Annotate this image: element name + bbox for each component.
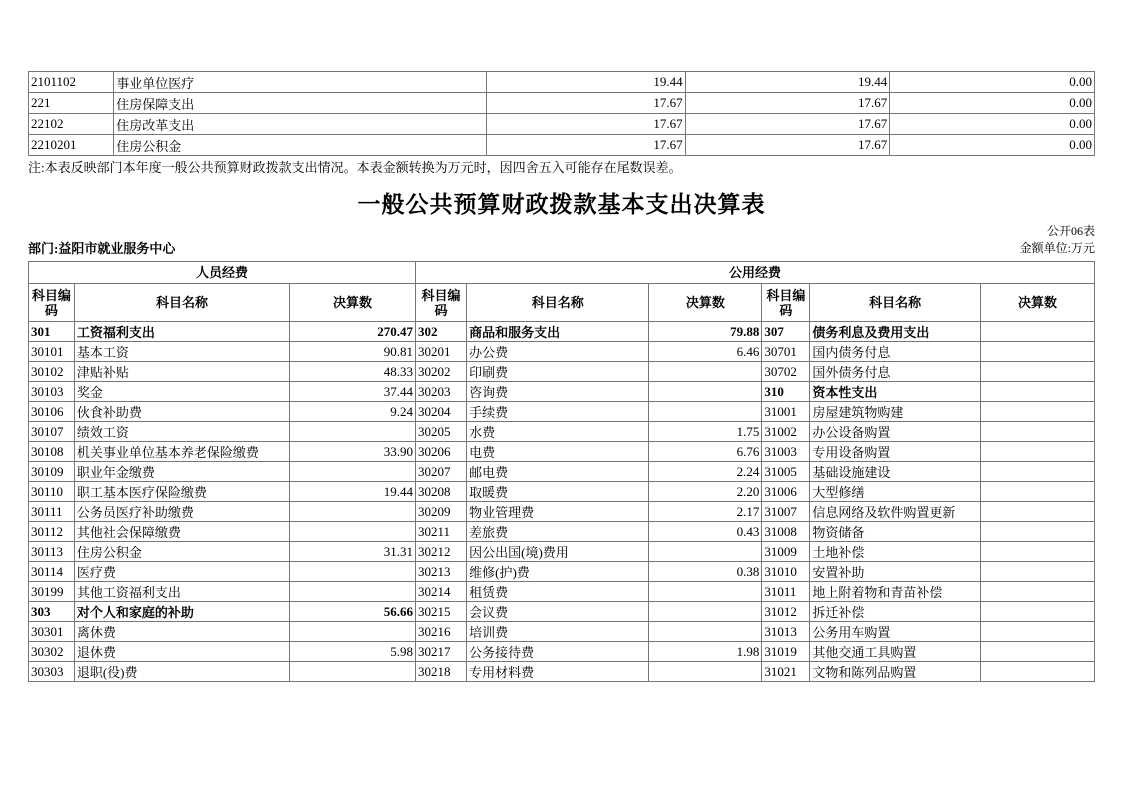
col-header-subject-code: 科目编码 bbox=[29, 284, 75, 322]
subject-name-cell: 因公出国(境)费用 bbox=[467, 542, 649, 562]
amount-cell bbox=[290, 662, 416, 682]
subject-name-cell: 印刷费 bbox=[467, 362, 649, 382]
subject-name-cell: 其他交通工具购置 bbox=[810, 642, 981, 662]
subject-name-cell: 住房公积金 bbox=[74, 542, 289, 562]
subject-code-cell: 30108 bbox=[29, 442, 75, 462]
amount-cell: 2.24 bbox=[649, 462, 762, 482]
page-title: 一般公共预算财政拨款基本支出决算表 bbox=[357, 192, 766, 217]
amount-cell: 0.00 bbox=[890, 72, 1095, 93]
subject-code-cell: 31005 bbox=[762, 462, 810, 482]
amount-cell: 0.43 bbox=[649, 522, 762, 542]
amount-cell bbox=[290, 582, 416, 602]
amount-cell: 17.67 bbox=[685, 93, 890, 114]
table-row bbox=[29, 602, 1095, 622]
amount-cell bbox=[980, 602, 1094, 622]
amount-cell: 6.76 bbox=[649, 442, 762, 462]
basic-expenditure-table bbox=[28, 261, 1095, 682]
amount-cell bbox=[980, 542, 1094, 562]
amount-cell bbox=[290, 522, 416, 542]
subject-code-cell: 30218 bbox=[415, 662, 466, 682]
subject-name-cell: 会议费 bbox=[467, 602, 649, 622]
col-header-subject-name: 科目名称 bbox=[467, 284, 649, 322]
subject-name-cell: 公务接待费 bbox=[467, 642, 649, 662]
amount-cell bbox=[980, 382, 1094, 402]
table-row bbox=[29, 382, 1095, 402]
previous-table-body bbox=[29, 72, 1095, 156]
amount-cell bbox=[649, 542, 762, 562]
subject-code-cell: 30702 bbox=[762, 362, 810, 382]
subject-code-cell: 30109 bbox=[29, 462, 75, 482]
subject-name-cell: 公务员医疗补助缴费 bbox=[74, 502, 289, 522]
amount-cell: 1.98 bbox=[649, 642, 762, 662]
amount-cell bbox=[980, 622, 1094, 642]
amount-cell: 17.67 bbox=[487, 114, 685, 135]
subject-name-cell: 差旅费 bbox=[467, 522, 649, 542]
subject-code-cell: 30103 bbox=[29, 382, 75, 402]
subject-name-cell: 机关事业单位基本养老保险缴费 bbox=[74, 442, 289, 462]
subject-name-cell: 津贴补贴 bbox=[74, 362, 289, 382]
group-header-row bbox=[29, 262, 1095, 284]
subject-name-cell: 专用设备购置 bbox=[810, 442, 981, 462]
subject-code-cell: 30301 bbox=[29, 622, 75, 642]
subject-name-cell: 安置补助 bbox=[810, 562, 981, 582]
table-row bbox=[29, 642, 1095, 662]
subject-code-cell: 30216 bbox=[415, 622, 466, 642]
amount-cell: 17.67 bbox=[685, 135, 890, 156]
subject-name-cell: 租赁费 bbox=[467, 582, 649, 602]
subject-name-cell: 医疗费 bbox=[74, 562, 289, 582]
subject-code-cell: 31013 bbox=[762, 622, 810, 642]
subject-name-cell: 水费 bbox=[467, 422, 649, 442]
subject-name-cell: 物资储备 bbox=[810, 522, 981, 542]
subject-code-cell: 30214 bbox=[415, 582, 466, 602]
amount-cell: 56.66 bbox=[290, 602, 416, 622]
subject-name-cell: 退休费 bbox=[74, 642, 289, 662]
subject-name-cell: 职业年金缴费 bbox=[74, 462, 289, 482]
subject-name-cell: 住房改革支出 bbox=[114, 114, 487, 135]
amount-cell bbox=[290, 462, 416, 482]
amount-cell: 6.46 bbox=[649, 342, 762, 362]
table-row bbox=[29, 135, 1095, 156]
subject-code-cell: 30205 bbox=[415, 422, 466, 442]
subject-name-cell: 离休费 bbox=[74, 622, 289, 642]
subject-code-cell: 30215 bbox=[415, 602, 466, 622]
subject-name-cell: 咨询费 bbox=[467, 382, 649, 402]
meta-right bbox=[1020, 223, 1095, 257]
subject-name-cell: 手续费 bbox=[467, 402, 649, 422]
amount-cell: 31.31 bbox=[290, 542, 416, 562]
subject-code-cell: 30202 bbox=[415, 362, 466, 382]
amount-cell bbox=[649, 662, 762, 682]
subject-code-cell: 30206 bbox=[415, 442, 466, 462]
amount-cell: 17.67 bbox=[685, 114, 890, 135]
amount-cell bbox=[980, 522, 1094, 542]
amount-cell: 2.17 bbox=[649, 502, 762, 522]
subject-code-cell: 30114 bbox=[29, 562, 75, 582]
amount-cell bbox=[649, 582, 762, 602]
subject-name-cell: 国内债务付息 bbox=[810, 342, 981, 362]
subject-code-cell: 30110 bbox=[29, 482, 75, 502]
subject-code-cell: 31009 bbox=[762, 542, 810, 562]
col-header-subject-name: 科目名称 bbox=[810, 284, 981, 322]
amount-cell: 1.75 bbox=[649, 422, 762, 442]
subject-code-cell: 31007 bbox=[762, 502, 810, 522]
table-row bbox=[29, 72, 1095, 93]
amount-cell bbox=[290, 562, 416, 582]
subject-code-cell: 30199 bbox=[29, 582, 75, 602]
subject-name-cell: 专用材料费 bbox=[467, 662, 649, 682]
subject-code-cell: 31002 bbox=[762, 422, 810, 442]
amount-cell bbox=[649, 362, 762, 382]
table-row bbox=[29, 114, 1095, 135]
subject-code-cell: 30204 bbox=[415, 402, 466, 422]
subject-code-cell: 30213 bbox=[415, 562, 466, 582]
amount-cell bbox=[980, 582, 1094, 602]
subject-code-cell: 302 bbox=[415, 322, 466, 342]
subject-code-cell: 30303 bbox=[29, 662, 75, 682]
amount-cell bbox=[980, 482, 1094, 502]
department-label: 部门:益阳市就业服务中心 bbox=[28, 241, 176, 256]
subject-code-cell: 310 bbox=[762, 382, 810, 402]
amount-cell bbox=[980, 322, 1094, 342]
subject-name-cell: 办公设备购置 bbox=[810, 422, 981, 442]
table-row bbox=[29, 522, 1095, 542]
table-row bbox=[29, 322, 1095, 342]
subject-code-cell: 31003 bbox=[762, 442, 810, 462]
subject-code-cell: 30201 bbox=[415, 342, 466, 362]
subject-name-cell: 办公费 bbox=[467, 342, 649, 362]
amount-cell: 19.44 bbox=[685, 72, 890, 93]
amount-cell bbox=[290, 422, 416, 442]
subject-name-cell: 公务用车购置 bbox=[810, 622, 981, 642]
amount-cell: 9.24 bbox=[290, 402, 416, 422]
subject-name-cell: 其他社会保障缴费 bbox=[74, 522, 289, 542]
amount-cell bbox=[980, 462, 1094, 482]
subject-name-cell: 电费 bbox=[467, 442, 649, 462]
subject-code-cell: 30112 bbox=[29, 522, 75, 542]
table-row bbox=[29, 622, 1095, 642]
amount-cell: 90.81 bbox=[290, 342, 416, 362]
table-row bbox=[29, 422, 1095, 442]
table-number: 公开06表 bbox=[1046, 224, 1095, 238]
group-header-personnel: 人员经费 bbox=[29, 262, 416, 284]
subject-name-cell: 拆迁补偿 bbox=[810, 602, 981, 622]
subject-name-cell: 房屋建筑物购建 bbox=[810, 402, 981, 422]
subject-name-cell: 绩效工资 bbox=[74, 422, 289, 442]
subject-code-cell: 307 bbox=[762, 322, 810, 342]
amount-cell: 0.00 bbox=[890, 135, 1095, 156]
table-row bbox=[29, 562, 1095, 582]
amount-cell bbox=[980, 442, 1094, 462]
amount-cell: 2.20 bbox=[649, 482, 762, 502]
subject-name-cell: 信息网络及软件购置更新 bbox=[810, 502, 981, 522]
amount-cell: 17.67 bbox=[487, 135, 685, 156]
subject-code-cell: 30208 bbox=[415, 482, 466, 502]
subject-name-cell: 住房公积金 bbox=[114, 135, 487, 156]
col-header-subject-code: 科目编码 bbox=[762, 284, 810, 322]
subject-code-cell: 2101102 bbox=[29, 72, 114, 93]
subject-name-cell: 国外债务付息 bbox=[810, 362, 981, 382]
subject-code-cell: 31011 bbox=[762, 582, 810, 602]
col-header-subject-name: 科目名称 bbox=[74, 284, 289, 322]
table-row bbox=[29, 582, 1095, 602]
amount-cell bbox=[980, 422, 1094, 442]
amount-cell: 0.00 bbox=[890, 114, 1095, 135]
subject-name-cell: 基本工资 bbox=[74, 342, 289, 362]
main-table-body bbox=[29, 322, 1095, 682]
table-row bbox=[29, 542, 1095, 562]
subject-name-cell: 对个人和家庭的补助 bbox=[74, 602, 289, 622]
col-header-amount: 决算数 bbox=[980, 284, 1094, 322]
subject-code-cell: 30207 bbox=[415, 462, 466, 482]
subject-name-cell: 大型修缮 bbox=[810, 482, 981, 502]
subject-code-cell: 31006 bbox=[762, 482, 810, 502]
amount-cell bbox=[980, 662, 1094, 682]
subject-code-cell: 221 bbox=[29, 93, 114, 114]
subject-name-cell: 事业单位医疗 bbox=[114, 72, 487, 93]
subject-code-cell: 30212 bbox=[415, 542, 466, 562]
subject-code-cell: 31010 bbox=[762, 562, 810, 582]
table-row bbox=[29, 362, 1095, 382]
subject-name-cell: 债务利息及费用支出 bbox=[810, 322, 981, 342]
table-row bbox=[29, 93, 1095, 114]
subject-name-cell: 奖金 bbox=[74, 382, 289, 402]
subject-name-cell: 维修(护)费 bbox=[467, 562, 649, 582]
amount-cell bbox=[980, 342, 1094, 362]
column-header-row bbox=[29, 284, 1095, 322]
subject-name-cell: 邮电费 bbox=[467, 462, 649, 482]
subject-code-cell: 30217 bbox=[415, 642, 466, 662]
subject-code-cell: 31001 bbox=[762, 402, 810, 422]
subject-name-cell: 住房保障支出 bbox=[114, 93, 487, 114]
table-row bbox=[29, 502, 1095, 522]
meta-row bbox=[28, 223, 1095, 257]
amount-cell bbox=[649, 382, 762, 402]
subject-name-cell: 物业管理费 bbox=[467, 502, 649, 522]
table-note: 注:本表反映部门本年度一般公共预算财政拨款支出情况。本表金额转换为万元时，因四舍五入可能存在尾数误差。 bbox=[28, 160, 682, 175]
subject-name-cell: 文物和陈列品购置 bbox=[810, 662, 981, 682]
subject-name-cell: 培训费 bbox=[467, 622, 649, 642]
amount-cell bbox=[649, 622, 762, 642]
subject-name-cell: 职工基本医疗保险缴费 bbox=[74, 482, 289, 502]
amount-cell bbox=[980, 562, 1094, 582]
subject-name-cell: 基础设施建设 bbox=[810, 462, 981, 482]
amount-cell: 33.90 bbox=[290, 442, 416, 462]
amount-cell bbox=[980, 402, 1094, 422]
amount-cell: 270.47 bbox=[290, 322, 416, 342]
subject-name-cell: 商品和服务支出 bbox=[467, 322, 649, 342]
amount-cell bbox=[649, 602, 762, 622]
table-row bbox=[29, 462, 1095, 482]
subject-code-cell: 31021 bbox=[762, 662, 810, 682]
subject-name-cell: 退职(役)费 bbox=[74, 662, 289, 682]
subject-code-cell: 30113 bbox=[29, 542, 75, 562]
subject-name-cell: 伙食补助费 bbox=[74, 402, 289, 422]
amount-cell: 48.33 bbox=[290, 362, 416, 382]
subject-code-cell: 30101 bbox=[29, 342, 75, 362]
amount-cell bbox=[649, 402, 762, 422]
subject-code-cell: 303 bbox=[29, 602, 75, 622]
main-table-head bbox=[29, 262, 1095, 322]
subject-code-cell: 30106 bbox=[29, 402, 75, 422]
table-row bbox=[29, 662, 1095, 682]
subject-code-cell: 30701 bbox=[762, 342, 810, 362]
subject-code-cell: 30102 bbox=[29, 362, 75, 382]
amount-cell bbox=[980, 362, 1094, 382]
subject-code-cell: 31019 bbox=[762, 642, 810, 662]
subject-code-cell: 301 bbox=[29, 322, 75, 342]
amount-cell: 19.44 bbox=[487, 72, 685, 93]
amount-cell: 19.44 bbox=[290, 482, 416, 502]
amount-cell: 0.38 bbox=[649, 562, 762, 582]
amount-cell bbox=[980, 502, 1094, 522]
amount-cell bbox=[290, 502, 416, 522]
subject-code-cell: 31012 bbox=[762, 602, 810, 622]
amount-cell bbox=[290, 622, 416, 642]
subject-code-cell: 30203 bbox=[415, 382, 466, 402]
subject-code-cell: 30211 bbox=[415, 522, 466, 542]
subject-code-cell: 30107 bbox=[29, 422, 75, 442]
subject-name-cell: 土地补偿 bbox=[810, 542, 981, 562]
col-header-amount: 决算数 bbox=[290, 284, 416, 322]
col-header-amount: 决算数 bbox=[649, 284, 762, 322]
amount-cell: 0.00 bbox=[890, 93, 1095, 114]
amount-cell: 37.44 bbox=[290, 382, 416, 402]
subject-code-cell: 31008 bbox=[762, 522, 810, 542]
unit-label: 金额单位:万元 bbox=[1019, 241, 1095, 255]
amount-cell bbox=[980, 642, 1094, 662]
subject-name-cell: 地上附着物和青苗补偿 bbox=[810, 582, 981, 602]
subject-name-cell: 其他工资福利支出 bbox=[74, 582, 289, 602]
subject-code-cell: 2210201 bbox=[29, 135, 114, 156]
amount-cell: 79.88 bbox=[649, 322, 762, 342]
page-content bbox=[28, 0, 1095, 682]
table-row bbox=[29, 402, 1095, 422]
subject-code-cell: 30209 bbox=[415, 502, 466, 522]
amount-cell: 5.98 bbox=[290, 642, 416, 662]
subject-code-cell: 22102 bbox=[29, 114, 114, 135]
table-row bbox=[29, 482, 1095, 502]
subject-code-cell: 30111 bbox=[29, 502, 75, 522]
subject-name-cell: 资本性支出 bbox=[810, 382, 981, 402]
subject-code-cell: 30302 bbox=[29, 642, 75, 662]
amount-cell: 17.67 bbox=[487, 93, 685, 114]
group-header-public: 公用经费 bbox=[415, 262, 1094, 284]
table-row bbox=[29, 342, 1095, 362]
subject-name-cell: 取暖费 bbox=[467, 482, 649, 502]
previous-expenditure-table bbox=[28, 71, 1095, 156]
table-row bbox=[29, 442, 1095, 462]
col-header-subject-code: 科目编码 bbox=[415, 284, 466, 322]
subject-name-cell: 工资福利支出 bbox=[74, 322, 289, 342]
